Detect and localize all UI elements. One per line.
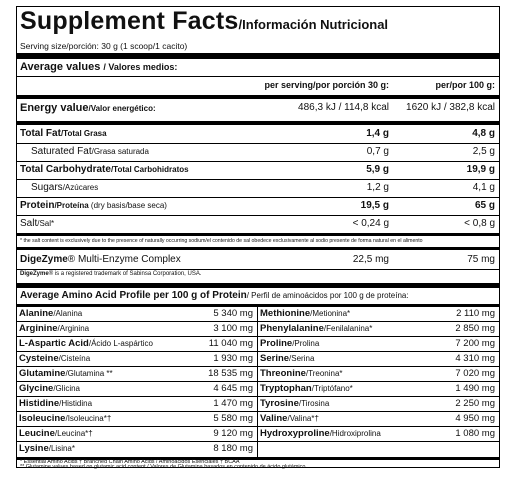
amino-name	[260, 428, 381, 439]
footnote-essential: * Essential Amino Acids † Branched Chain Amino Acids / Aminoácidos Esenciales † BCAA	[20, 459, 240, 465]
amino-name-en: Proline	[260, 338, 293, 349]
amino-name-es: /Ácido L-aspártico	[88, 339, 153, 348]
total-fat-serving: 1,4 g	[366, 128, 389, 139]
amino-value: 1 490 mg	[455, 383, 495, 394]
divider	[17, 351, 257, 352]
amino-name	[260, 383, 353, 394]
amino-value: 1 080 mg	[455, 428, 495, 439]
amino-name-en: Glycine	[19, 383, 54, 394]
salt-serving: < 0,24 g	[352, 218, 389, 229]
amino-name	[260, 338, 319, 349]
amino-name-es: /Metionina*	[310, 309, 351, 318]
sugars-label-es: /Azúcares	[62, 183, 99, 192]
amino-value: 4 645 mg	[213, 383, 253, 394]
amino-name-en: Histidine	[19, 398, 60, 409]
avg-heading-en: Average values	[20, 61, 101, 73]
energy-label-es: /Valor energético:	[88, 104, 156, 113]
protein-label-es: /Proteína	[54, 201, 89, 210]
amino-name	[260, 368, 343, 379]
amino-value: 7 020 mg	[455, 368, 495, 379]
amino-value: 4 310 mg	[455, 353, 495, 364]
amino-name-en: Alanine	[19, 308, 54, 319]
energy-per100: 1620 kJ / 382,8 kcal	[406, 102, 495, 113]
amino-name-en: L-Aspartic Acid	[19, 338, 89, 349]
divider-thick	[17, 304, 499, 307]
sugars-serving: 1,2 g	[366, 182, 389, 193]
divider	[258, 411, 499, 412]
amino-name-es: /Fenilalanina*	[323, 324, 373, 333]
amino-value: 2 250 mg	[455, 398, 495, 409]
amino-name	[260, 398, 329, 409]
amino-value: 5 580 mg	[213, 413, 253, 424]
amino-value: 2 850 mg	[455, 323, 495, 334]
divider-thick	[17, 247, 499, 250]
title-sub: /Información Nutricional	[238, 17, 389, 32]
digezyme-note-text: ® is a registered trademark of Sabinsa Corporation, USA.	[48, 271, 202, 277]
amino-name	[19, 353, 90, 364]
divider	[17, 179, 499, 180]
divider	[258, 381, 499, 382]
protein-serving: 19,5 g	[360, 200, 389, 211]
amino-name	[19, 323, 89, 334]
amino-name	[260, 353, 314, 364]
amino-name-es: /Hidroxiprolina	[329, 429, 381, 438]
divider	[258, 336, 499, 337]
divider	[17, 381, 257, 382]
amino-name-en: Hydroxyproline	[260, 428, 330, 439]
divider	[258, 366, 499, 367]
amino-heading-es: / Perfil de aminoácidos por 100 g de proteína:	[246, 291, 409, 300]
amino-value: 2 110 mg	[456, 308, 495, 319]
divider	[17, 366, 257, 367]
avg-heading-es: / Valores medios:	[103, 62, 178, 72]
amino-value: 18 535 mg	[208, 368, 253, 379]
total-fat-label-es: /Total Grasa	[60, 129, 107, 138]
amino-name-es: /Valina*†	[287, 414, 319, 423]
amino-name	[19, 443, 75, 454]
divider	[17, 396, 257, 397]
divider	[17, 426, 257, 427]
amino-name-en: Methionine	[260, 308, 311, 319]
salt-label-es: /Sal*	[37, 219, 55, 228]
title-main: Supplement Facts	[20, 7, 239, 35]
amino-name-en: Leucine	[19, 428, 55, 439]
divider	[258, 321, 499, 322]
amino-name-en: Glutamine	[19, 368, 66, 379]
divider-thick	[17, 283, 499, 288]
amino-name-en: Lysine	[19, 443, 49, 454]
amino-name-es: /Glutamina **	[65, 369, 113, 378]
amino-name-es: /Tirosina	[298, 399, 330, 408]
amino-name	[260, 308, 350, 319]
divider	[17, 197, 499, 198]
amino-row	[17, 443, 257, 458]
amino-name-es: /Triptófano*	[311, 384, 353, 393]
salt-note: * the salt content is exclusively due to the presence of naturally occurring sodium/el contenido de sal obedece exclusivamente al sodio presente de forma natural en el alimento	[20, 238, 423, 244]
sugars-label: Sugars	[31, 182, 63, 193]
digezyme-per100: 75 mg	[467, 254, 495, 265]
amino-name-en: Arginine	[19, 323, 58, 334]
amino-name-en: Tyrosine	[260, 398, 299, 409]
amino-name-es: /Histidina	[59, 399, 93, 408]
amino-name	[19, 338, 153, 349]
amino-value: 1 470 mg	[213, 398, 253, 409]
column-separator	[257, 307, 258, 457]
amino-name-es: /Cisteína	[58, 354, 91, 363]
amino-name-es: /Treonina*	[305, 369, 343, 378]
divider	[17, 269, 499, 270]
header-per-serving: per serving/por porción 30 g:	[264, 80, 389, 90]
footnote-glutamine: ** Glutamine values based on glutamic acid content / Valores de Glutamina basados en contenido de ácido glutámico	[20, 464, 306, 470]
title	[20, 9, 388, 34]
divider	[17, 321, 257, 322]
energy-serving: 486,3 kJ / 114,8 kcal	[298, 102, 389, 113]
amino-name-es: /Serina	[289, 354, 315, 363]
amino-name	[19, 398, 92, 409]
protein-label: Protein	[20, 200, 55, 211]
amino-name-es: /Prolina	[292, 339, 320, 348]
divider	[17, 161, 499, 162]
amino-heading-en: Average Amino Acid Profile per 100 g of Protein	[20, 290, 247, 301]
amino-name-es: /Glicina	[53, 384, 81, 393]
amino-name-es: /Lisina*	[48, 444, 75, 453]
sat-fat-label: Saturated Fat	[31, 146, 92, 157]
digezyme-note	[20, 271, 202, 277]
digezyme-label-rest: ® Multi-Enzyme Complex	[67, 254, 181, 265]
divider	[258, 396, 499, 397]
energy-label: Energy value	[20, 102, 89, 114]
carbs-label-es: /Total Carbohidratos	[110, 165, 189, 174]
amino-name	[19, 383, 80, 394]
divider-thick	[17, 121, 499, 125]
divider-thick	[17, 53, 499, 59]
supplement-facts-panel	[16, 6, 500, 468]
divider	[258, 426, 499, 427]
sat-fat-label-es: /Grasa saturada	[91, 147, 149, 156]
digezyme-serving: 22,5 mg	[352, 254, 389, 265]
amino-name-en: Phenylalanine	[260, 323, 324, 334]
total-fat-per100: 4,8 g	[472, 128, 495, 139]
divider	[258, 351, 499, 352]
divider	[17, 143, 499, 144]
amino-value: 3 100 mg	[213, 323, 253, 334]
amino-name-es: /Leucina*†	[54, 429, 93, 438]
amino-name	[260, 323, 372, 334]
amino-value: 4 950 mg	[455, 413, 495, 424]
carbs-serving: 5,9 g	[366, 164, 389, 175]
amino-name-en: Cysteine	[19, 353, 59, 364]
digezyme-label: DigeZyme	[20, 254, 68, 265]
sat-fat-per100: 2,5 g	[472, 146, 495, 157]
divider	[17, 441, 257, 442]
amino-name-en: Tryptophan	[260, 383, 312, 394]
amino-name	[19, 368, 113, 379]
amino-name-en: Threonine	[260, 368, 306, 379]
amino-value: 9 120 mg	[213, 428, 253, 439]
carbs-label: Total Carbohydrate	[20, 164, 111, 175]
amino-name-en: Valine	[260, 413, 288, 424]
sat-fat-serving: 0,7 g	[366, 146, 389, 157]
amino-name-en: Isoleucine	[19, 413, 66, 424]
divider-thick	[17, 233, 499, 236]
amino-name	[19, 413, 111, 424]
sugars-per100: 4,1 g	[472, 182, 495, 193]
serving-size: Serving size/porción: 30 g (1 scoop/1 cacito)	[20, 41, 188, 51]
salt-label: Salt	[20, 218, 38, 229]
divider	[17, 215, 499, 216]
digezyme-note-label: DigeZyme	[20, 271, 49, 277]
salt-per100: < 0,8 g	[464, 218, 495, 229]
amino-name	[19, 428, 93, 439]
amino-name-es: /Isoleucina*†	[65, 414, 112, 423]
amino-value: 5 340 mg	[213, 308, 253, 319]
amino-name	[19, 308, 82, 319]
amino-name-es: /Arginina	[57, 324, 90, 333]
divider	[17, 336, 257, 337]
amino-name	[260, 413, 319, 424]
amino-value: 7 200 mg	[455, 338, 495, 349]
total-fat-label: Total Fat	[20, 128, 61, 139]
protein-per100: 65 g	[474, 200, 495, 211]
divider	[17, 76, 499, 77]
amino-value: 11 040 mg	[208, 338, 253, 349]
amino-name-en: Serine	[260, 353, 290, 364]
header-per-100: per/por 100 g:	[435, 80, 495, 90]
divider	[17, 411, 257, 412]
protein-label-extra: (dry basis/base seca)	[88, 201, 167, 210]
divider-thick	[17, 95, 499, 99]
carbs-per100: 19,9 g	[466, 164, 495, 175]
amino-value: 1 930 mg	[213, 353, 253, 364]
amino-name-es: /Alanina	[53, 309, 83, 318]
divider	[258, 441, 499, 442]
amino-value: 8 180 mg	[213, 443, 253, 454]
